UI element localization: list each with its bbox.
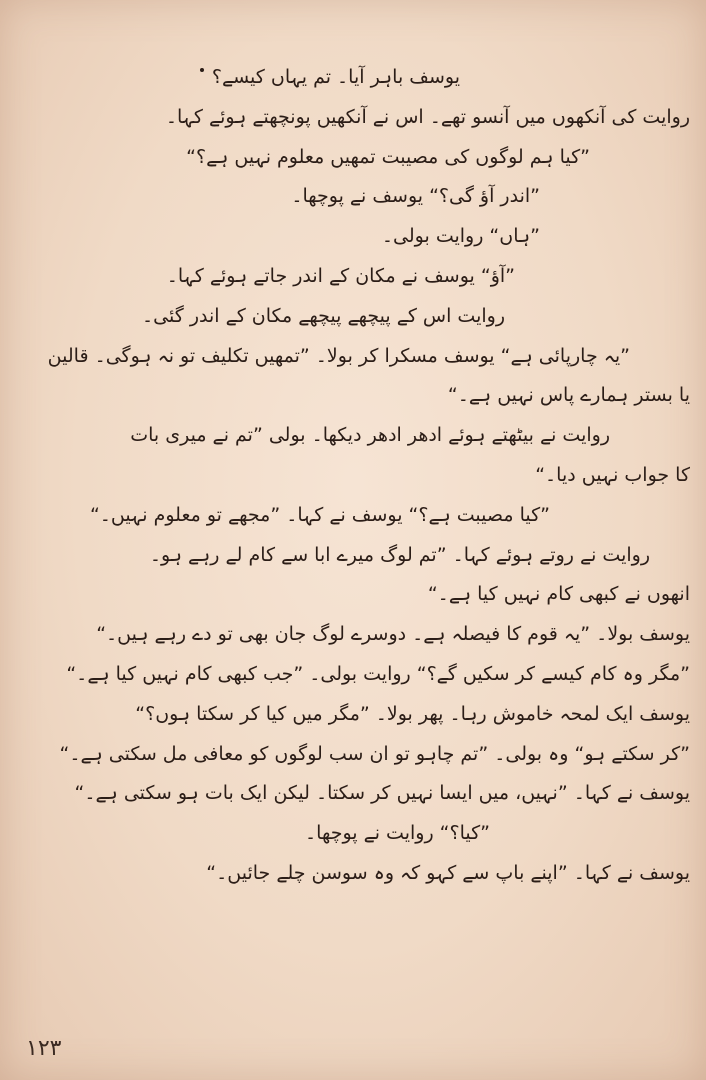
text-line: انھوں نے کبھی کام نہیں کیا ہے۔“ bbox=[427, 583, 690, 606]
page-text bbox=[22, 58, 690, 894]
text-line: ”اندر آؤ گی؟“ یوسف نے پوچھا۔ bbox=[291, 185, 540, 208]
text-line: یوسف ایک لمحہ خاموش رہا۔ پھر بولا۔ ”مگر میں کیا کر سکتا ہوں؟“ bbox=[135, 702, 690, 725]
text-line: ”کیا ہم لوگوں کی مصیبت تمھیں معلوم نہیں ہے؟“ bbox=[186, 145, 590, 168]
text-line: ”یہ چارپائی ہے“ یوسف مسکرا کر بولا۔ ”تمھیں تکلیف تو نہ ہوگی۔ قالین bbox=[47, 344, 630, 367]
text-line: ”کیا؟“ روایت نے پوچھا۔ bbox=[305, 822, 490, 845]
text-line: ”کر سکتے ہو“ وہ بولی۔ ”تم چاہو تو ان سب لوگوں کو معافی مل سکتی ہے۔“ bbox=[59, 742, 690, 765]
text-line: یوسف نے کہا۔ ”اپنے باپ سے کہو کہ وہ سوسن چلے جائیں۔“ bbox=[206, 861, 690, 884]
text-line: روایت کی آنکھوں میں آنسو تھے۔ اس نے آنکھیں پونچھتے ہوئے کہا۔ bbox=[165, 105, 690, 128]
text-line: یوسف باہر آیا۔ تم یہاں کیسے؟ bbox=[211, 66, 460, 88]
text-line: روایت نے بیٹھتے ہوئے ادھر ادھر دیکھا۔ بولی ”تم نے میری بات bbox=[130, 424, 610, 447]
text-line: یوسف بولا۔ ”یہ قوم کا فیصلہ ہے۔ دوسرے لوگ جان بھی تو دے رہے ہیں۔“ bbox=[96, 623, 690, 646]
page-number: ۱۲۳ bbox=[26, 1036, 62, 1061]
text-line: روایت اس کے پیچھے پیچھے مکان کے اندر گئی۔ bbox=[142, 304, 505, 327]
text-line: ”کیا مصیبت ہے؟“ یوسف نے کہا۔ ”مجھے تو معلوم نہیں۔“ bbox=[89, 503, 550, 526]
text-line: یا بستر ہمارے پاس نہیں ہے۔“ bbox=[447, 384, 690, 407]
text-line: کا جواب نہیں دیا۔“ bbox=[535, 463, 690, 486]
text-line: ”ہاں“ روایت بولی۔ bbox=[381, 225, 540, 248]
text-line: روایت نے روتے ہوئے کہا۔ ”تم لوگ میرے ابا سے کام لے رہے ہو۔ bbox=[149, 543, 650, 566]
text-line: یوسف نے کہا۔ ”نہیں، میں ایسا نہیں کر سکتا۔ لیکن ایک بات ہو سکتی ہے۔“ bbox=[74, 782, 690, 805]
text-line: ”مگر وہ کام کیسے کر سکیں گے؟“ روایت بولی۔ ”جب کبھی کام نہیں کیا ہے۔“ bbox=[66, 662, 690, 685]
text-line: ”آؤ“ یوسف نے مکان کے اندر جاتے ہوئے کہا۔ bbox=[166, 264, 515, 287]
